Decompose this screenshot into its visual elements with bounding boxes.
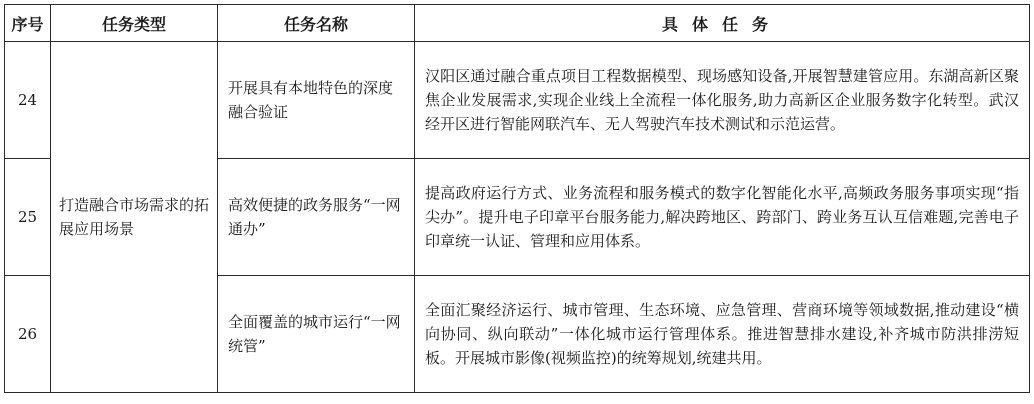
task-name-cell: 全面覆盖的城市运行“一网统管”	[218, 276, 415, 393]
task-type-cell: 打造融合市场需求的拓展应用场景	[51, 42, 218, 393]
row-number: 24	[5, 42, 51, 159]
header-no: 序号	[5, 5, 51, 42]
header-row	[5, 5, 1030, 42]
row-number: 25	[5, 159, 51, 276]
task-name-cell: 开展具有本地特色的深度融合验证	[218, 42, 415, 159]
task-detail-cell: 全面汇聚经济运行、城市管理、生态环境、应急管理、营商环境等领域数据,推动建设“横向协同、纵向联动”一体化城市运行管理体系。推进智慧排水建设,补齐城市防洪排涝短板。开展城市影像(视频监控)的统筹规划,统建共用。	[415, 276, 1030, 393]
header-task-name: 任务名称	[218, 5, 415, 42]
task-detail-cell: 汉阳区通过融合重点项目工程数据模型、现场感知设备,开展智慧建管应用。东湖高新区聚焦企业发展需求,实现企业线上全流程一体化服务,助力高新区企业服务数字化转型。武汉经开区进行智能网联汽车、无人驾驶汽车技术测试和示范运营。	[415, 42, 1030, 159]
task-table	[4, 4, 1030, 393]
task-name-cell: 高效便捷的政务服务“一网通办”	[218, 159, 415, 276]
row-number: 26	[5, 276, 51, 393]
header-task-detail: 具体任务	[415, 5, 1030, 42]
table-row	[5, 42, 1030, 159]
header-task-type: 任务类型	[51, 5, 218, 42]
task-detail-cell: 提高政府运行方式、业务流程和服务模式的数字化智能化水平,高频政务服务事项实现“指尖办”。提升电子印章平台服务能力,解决跨地区、跨部门、跨业务互认互信难题,完善电子印章统一认证、管理和应用体系。	[415, 159, 1030, 276]
